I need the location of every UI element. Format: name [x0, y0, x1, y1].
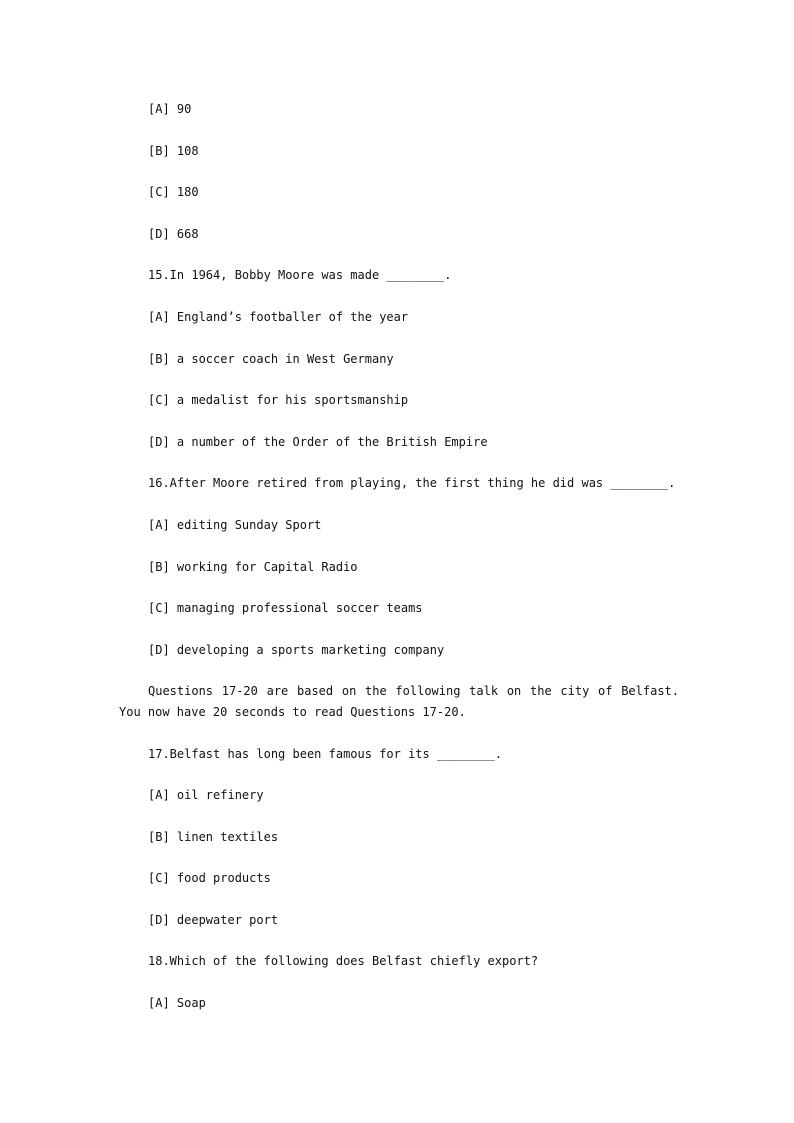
q16-option-b: [B] working for Capital Radio — [148, 560, 358, 574]
question-16: 16.After Moore retired from playing, the first thing he did was ________. — [148, 476, 676, 490]
q14-option-b: [B] 108 — [148, 144, 199, 158]
q17-option-d: [D] deepwater port — [148, 913, 279, 927]
q14-option-a: [A] 90 — [148, 102, 192, 116]
q16-option-a: [A] editing Sunday Sport — [148, 518, 322, 532]
q14-option-c: [C] 180 — [148, 185, 199, 199]
q16-option-c: [C] managing professional soccer teams — [148, 601, 423, 615]
q15-option-d: [D] a number of the Order of the British Empire — [148, 435, 488, 449]
q17-option-a: [A] oil refinery — [148, 788, 264, 802]
q15-option-c: [C] a medalist for his sportsmanship — [148, 393, 409, 407]
q17-option-c: [C] food products — [148, 871, 271, 885]
question-17: 17.Belfast has long been famous for its ________. — [148, 747, 503, 761]
q15-option-b: [B] a soccer coach in West Germany — [148, 352, 394, 366]
q14-option-d: [D] 668 — [148, 227, 199, 241]
q17-option-b: [B] linen textiles — [148, 830, 279, 844]
section-intro: Questions 17-20 are based on the following talk on the city of Belfast. You now have 20 seconds to read Questions 17-20. — [119, 684, 679, 719]
question-18: 18.Which of the following does Belfast chiefly export? — [148, 954, 539, 968]
q18-option-a: [A] Soap — [148, 996, 206, 1010]
q16-option-d: [D] developing a sports marketing company — [148, 643, 445, 657]
q15-option-a: [A] England’s footballer of the year — [148, 310, 409, 324]
question-15: 15.In 1964, Bobby Moore was made ________. — [148, 268, 452, 282]
